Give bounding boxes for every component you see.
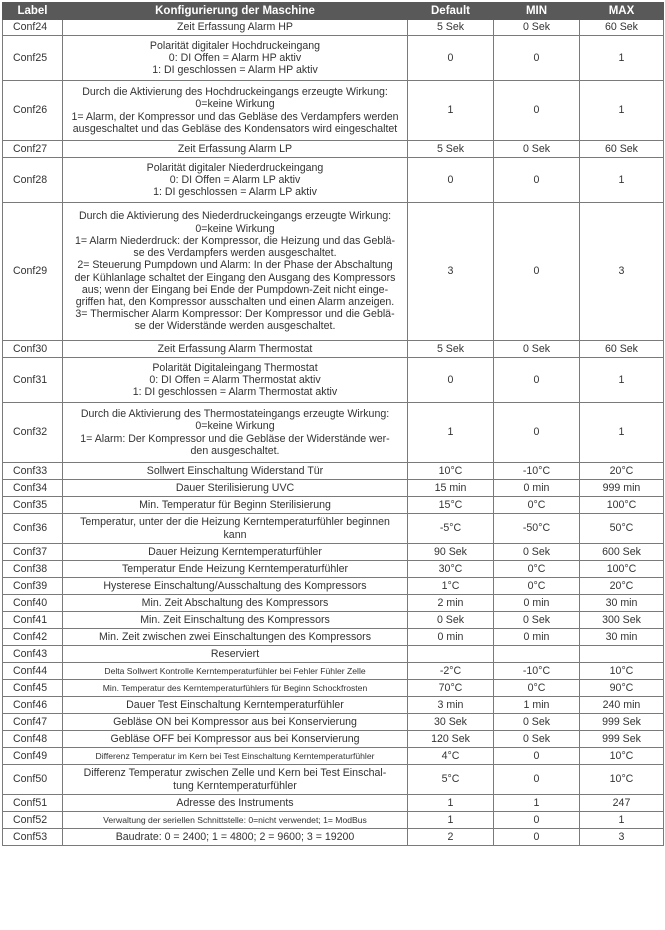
row-label: Conf36 xyxy=(3,514,63,544)
row-min-value: -50°C xyxy=(494,514,580,544)
row-max-value: 10°C xyxy=(580,765,664,795)
row-label: Conf49 xyxy=(3,748,63,765)
row-default-value: 1 xyxy=(408,795,494,812)
row-label: Conf32 xyxy=(3,403,63,463)
row-max-value: 10°C xyxy=(580,748,664,765)
row-default-value: -5°C xyxy=(408,514,494,544)
row-label: Conf27 xyxy=(3,141,63,158)
row-min-value xyxy=(494,646,580,663)
row-label: Conf33 xyxy=(3,463,63,480)
row-default-value: 1°C xyxy=(408,578,494,595)
table-body xyxy=(3,20,664,846)
row-default-value: 30°C xyxy=(408,561,494,578)
row-label: Conf40 xyxy=(3,595,63,612)
row-max-value: 999 min xyxy=(580,480,664,497)
row-min-value: -10°C xyxy=(494,463,580,480)
header-default: Default xyxy=(408,3,494,20)
row-description: Gebläse OFF bei Kompressor aus bei Konservierung xyxy=(63,731,408,748)
row-min-value: 0 xyxy=(494,158,580,203)
table-row xyxy=(3,595,664,612)
row-max-value: 20°C xyxy=(580,463,664,480)
row-default-value: 70°C xyxy=(408,680,494,697)
row-default-value: 1 xyxy=(408,81,494,141)
row-default-value: 5 Sek xyxy=(408,341,494,358)
table-row xyxy=(3,403,664,463)
row-description: Min. Temperatur des Kerntemperaturfühlers für Beginn Schockfrosten xyxy=(63,680,408,697)
table-row xyxy=(3,358,664,403)
row-min-value: 0 xyxy=(494,829,580,846)
row-max-value: 100°C xyxy=(580,497,664,514)
row-label: Conf52 xyxy=(3,812,63,829)
table-row xyxy=(3,561,664,578)
row-max-value: 1 xyxy=(580,36,664,81)
row-label: Conf41 xyxy=(3,612,63,629)
row-default-value: 15°C xyxy=(408,497,494,514)
header-label: Label xyxy=(3,3,63,20)
row-default-value: -2°C xyxy=(408,663,494,680)
row-default-value: 0 Sek xyxy=(408,612,494,629)
row-max-value: 300 Sek xyxy=(580,612,664,629)
row-description: Baudrate: 0 = 2400; 1 = 4800; 2 = 9600; 3 = 19200 xyxy=(63,829,408,846)
header-max: MAX xyxy=(580,3,664,20)
row-min-value: 0°C xyxy=(494,561,580,578)
row-min-value: 0 min xyxy=(494,629,580,646)
row-max-value: 1 xyxy=(580,812,664,829)
row-description: Dauer Heizung Kerntemperaturfühler xyxy=(63,544,408,561)
row-min-value: 1 xyxy=(494,795,580,812)
row-max-value: 600 Sek xyxy=(580,544,664,561)
row-label: Conf39 xyxy=(3,578,63,595)
row-min-value: 0 min xyxy=(494,595,580,612)
row-min-value: 0 Sek xyxy=(494,731,580,748)
table-row xyxy=(3,795,664,812)
row-max-value: 10°C xyxy=(580,663,664,680)
row-label: Conf47 xyxy=(3,714,63,731)
row-min-value: -10°C xyxy=(494,663,580,680)
row-max-value: 60 Sek xyxy=(580,341,664,358)
row-description: Delta Sollwert Kontrolle Kerntemperaturfühler bei Fehler Fühler Zelle xyxy=(63,663,408,680)
table-row xyxy=(3,646,664,663)
row-min-value: 0 xyxy=(494,812,580,829)
row-min-value: 0°C xyxy=(494,680,580,697)
row-label: Conf25 xyxy=(3,36,63,81)
row-max-value: 60 Sek xyxy=(580,20,664,36)
row-description: Dauer Sterilisierung UVC xyxy=(63,480,408,497)
row-min-value: 0 xyxy=(494,765,580,795)
row-default-value: 2 min xyxy=(408,595,494,612)
row-label: Conf38 xyxy=(3,561,63,578)
row-label: Conf53 xyxy=(3,829,63,846)
table-row xyxy=(3,497,664,514)
row-default-value: 120 Sek xyxy=(408,731,494,748)
row-default-value: 5°C xyxy=(408,765,494,795)
row-label: Conf34 xyxy=(3,480,63,497)
row-min-value: 0 xyxy=(494,358,580,403)
table-row xyxy=(3,463,664,480)
row-min-value: 0 Sek xyxy=(494,544,580,561)
row-default-value: 0 xyxy=(408,358,494,403)
row-max-value: 999 Sek xyxy=(580,714,664,731)
row-default-value: 5 Sek xyxy=(408,20,494,36)
row-min-value: 0 Sek xyxy=(494,612,580,629)
row-description: Temperatur, unter der die Heizung Kerntemperaturfühler beginnen kann xyxy=(63,514,408,544)
row-description: Polarität Digitaleingang Thermostat 0: DI Offen = Alarm Thermostat aktiv 1: DI geschlossen = Alarm Thermostat aktiv xyxy=(63,358,408,403)
row-description: Sollwert Einschaltung Widerstand Tür xyxy=(63,463,408,480)
row-min-value: 0 Sek xyxy=(494,141,580,158)
header-config: Konfigurierung der Maschine xyxy=(63,3,408,20)
row-min-value: 0 min xyxy=(494,480,580,497)
row-label: Conf45 xyxy=(3,680,63,697)
row-description: Durch die Aktivierung des Niederdruckeingangs erzeugte Wirkung: 0=keine Wirkung 1= Alarm Niederdruck: der Kompressor, die Heizung und das Geblä- se des Verdampfers werden ausgeschaltet. 2= Steuerung Pumpdown und Alarm: In der Phase der Abschaltung der Kühlanlage schaltet der Eingang den Ausgang des Kompressors aus; wenn der Eingang bei Ende der Pumpdown-Zeit nicht einge- griffen hat, den Kompressor ausschalten und einen Alarm anzeigen. 3= Thermischer Alarm Kompressor: Der Kompressor und die Geblä- se der Widerstände werden ausgeschaltet. xyxy=(63,203,408,341)
row-description: Adresse des Instruments xyxy=(63,795,408,812)
row-max-value: 50°C xyxy=(580,514,664,544)
table-row xyxy=(3,514,664,544)
row-max-value: 30 min xyxy=(580,629,664,646)
table-row xyxy=(3,663,664,680)
row-label: Conf37 xyxy=(3,544,63,561)
row-default-value: 10°C xyxy=(408,463,494,480)
row-default-value: 3 min xyxy=(408,697,494,714)
table-row xyxy=(3,20,664,36)
row-default-value xyxy=(408,646,494,663)
row-max-value: 1 xyxy=(580,403,664,463)
row-min-value: 1 min xyxy=(494,697,580,714)
row-label: Conf35 xyxy=(3,497,63,514)
table-row xyxy=(3,829,664,846)
row-description: Durch die Aktivierung des Hochdruckeingangs erzeugte Wirkung: 0=keine Wirkung 1= Alarm, der Kompressor und das Gebläse des Verdampfers werden ausgeschaltet und das Gebläse des Kondensators wird eingeschaltet xyxy=(63,81,408,141)
row-label: Conf51 xyxy=(3,795,63,812)
row-min-value: 0 xyxy=(494,81,580,141)
table-header xyxy=(3,3,664,20)
row-description: Min. Temperatur für Beginn Sterilisierung xyxy=(63,497,408,514)
row-min-value: 0 Sek xyxy=(494,341,580,358)
row-label: Conf24 xyxy=(3,20,63,36)
row-label: Conf50 xyxy=(3,765,63,795)
row-description: Gebläse ON bei Kompressor aus bei Konservierung xyxy=(63,714,408,731)
row-description: Differenz Temperatur im Kern bei Test Einschaltung Kerntemperaturfühler xyxy=(63,748,408,765)
table-row xyxy=(3,544,664,561)
row-label: Conf30 xyxy=(3,341,63,358)
row-default-value: 0 xyxy=(408,36,494,81)
row-description: Reserviert xyxy=(63,646,408,663)
row-max-value: 100°C xyxy=(580,561,664,578)
row-max-value: 60 Sek xyxy=(580,141,664,158)
table-row xyxy=(3,812,664,829)
row-label: Conf48 xyxy=(3,731,63,748)
table-row xyxy=(3,81,664,141)
row-label: Conf43 xyxy=(3,646,63,663)
row-min-value: 0 xyxy=(494,203,580,341)
row-min-value: 0°C xyxy=(494,497,580,514)
row-default-value: 1 xyxy=(408,812,494,829)
row-max-value xyxy=(580,646,664,663)
row-default-value: 5 Sek xyxy=(408,141,494,158)
row-label: Conf28 xyxy=(3,158,63,203)
table-row xyxy=(3,697,664,714)
row-max-value: 90°C xyxy=(580,680,664,697)
row-description: Polarität digitaler Hochdruckeingang 0: DI Offen = Alarm HP aktiv 1: DI geschlossen = Alarm HP aktiv xyxy=(63,36,408,81)
row-description: Zeit Erfassung Alarm LP xyxy=(63,141,408,158)
table-row xyxy=(3,341,664,358)
table-row xyxy=(3,731,664,748)
row-max-value: 1 xyxy=(580,158,664,203)
row-label: Conf31 xyxy=(3,358,63,403)
table-row xyxy=(3,203,664,341)
table-row xyxy=(3,612,664,629)
row-max-value: 1 xyxy=(580,358,664,403)
row-min-value: 0°C xyxy=(494,578,580,595)
row-min-value: 0 xyxy=(494,403,580,463)
table-row xyxy=(3,629,664,646)
row-description: Verwaltung der seriellen Schnittstelle: 0=nicht verwendet; 1= ModBus xyxy=(63,812,408,829)
row-max-value: 3 xyxy=(580,829,664,846)
row-description: Polarität digitaler Niederdruckeingang 0: DI Offen = Alarm LP aktiv 1: DI geschlossen = Alarm LP aktiv xyxy=(63,158,408,203)
row-default-value: 0 min xyxy=(408,629,494,646)
row-label: Conf46 xyxy=(3,697,63,714)
header-min: MIN xyxy=(494,3,580,20)
row-description: Zeit Erfassung Alarm HP xyxy=(63,20,408,36)
row-max-value: 247 xyxy=(580,795,664,812)
table-row xyxy=(3,480,664,497)
row-description: Zeit Erfassung Alarm Thermostat xyxy=(63,341,408,358)
row-default-value: 15 min xyxy=(408,480,494,497)
row-description: Durch die Aktivierung des Thermostateingangs erzeugte Wirkung: 0=keine Wirkung 1= Alarm: Der Kompressor und die Gebläse der Widerstände wer- den ausgeschaltet. xyxy=(63,403,408,463)
row-label: Conf42 xyxy=(3,629,63,646)
parameter-table xyxy=(2,2,664,846)
table-row xyxy=(3,748,664,765)
row-description: Hysterese Einschaltung/Ausschaltung des Kompressors xyxy=(63,578,408,595)
row-default-value: 4°C xyxy=(408,748,494,765)
row-label: Conf26 xyxy=(3,81,63,141)
table-row xyxy=(3,141,664,158)
row-max-value: 240 min xyxy=(580,697,664,714)
table-row xyxy=(3,680,664,697)
row-min-value: 0 xyxy=(494,748,580,765)
row-label: Conf29 xyxy=(3,203,63,341)
row-min-value: 0 Sek xyxy=(494,20,580,36)
row-min-value: 0 Sek xyxy=(494,714,580,731)
row-description: Differenz Temperatur zwischen Zelle und Kern bei Test Einschal- tung Kerntemperaturfühler xyxy=(63,765,408,795)
table-row xyxy=(3,578,664,595)
row-description: Min. Zeit Abschaltung des Kompressors xyxy=(63,595,408,612)
row-default-value: 1 xyxy=(408,403,494,463)
row-max-value: 3 xyxy=(580,203,664,341)
header-row xyxy=(3,3,664,20)
row-default-value: 30 Sek xyxy=(408,714,494,731)
row-default-value: 0 xyxy=(408,158,494,203)
row-description: Dauer Test Einschaltung Kerntemperaturfühler xyxy=(63,697,408,714)
row-default-value: 3 xyxy=(408,203,494,341)
row-description: Min. Zeit zwischen zwei Einschaltungen des Kompressors xyxy=(63,629,408,646)
row-max-value: 30 min xyxy=(580,595,664,612)
row-max-value: 999 Sek xyxy=(580,731,664,748)
row-label: Conf44 xyxy=(3,663,63,680)
row-max-value: 1 xyxy=(580,81,664,141)
table-row xyxy=(3,765,664,795)
row-description: Temperatur Ende Heizung Kerntemperaturfühler xyxy=(63,561,408,578)
table-row xyxy=(3,158,664,203)
table-row xyxy=(3,714,664,731)
row-description: Min. Zeit Einschaltung des Kompressors xyxy=(63,612,408,629)
table-row xyxy=(3,36,664,81)
row-min-value: 0 xyxy=(494,36,580,81)
row-default-value: 2 xyxy=(408,829,494,846)
row-default-value: 90 Sek xyxy=(408,544,494,561)
row-max-value: 20°C xyxy=(580,578,664,595)
